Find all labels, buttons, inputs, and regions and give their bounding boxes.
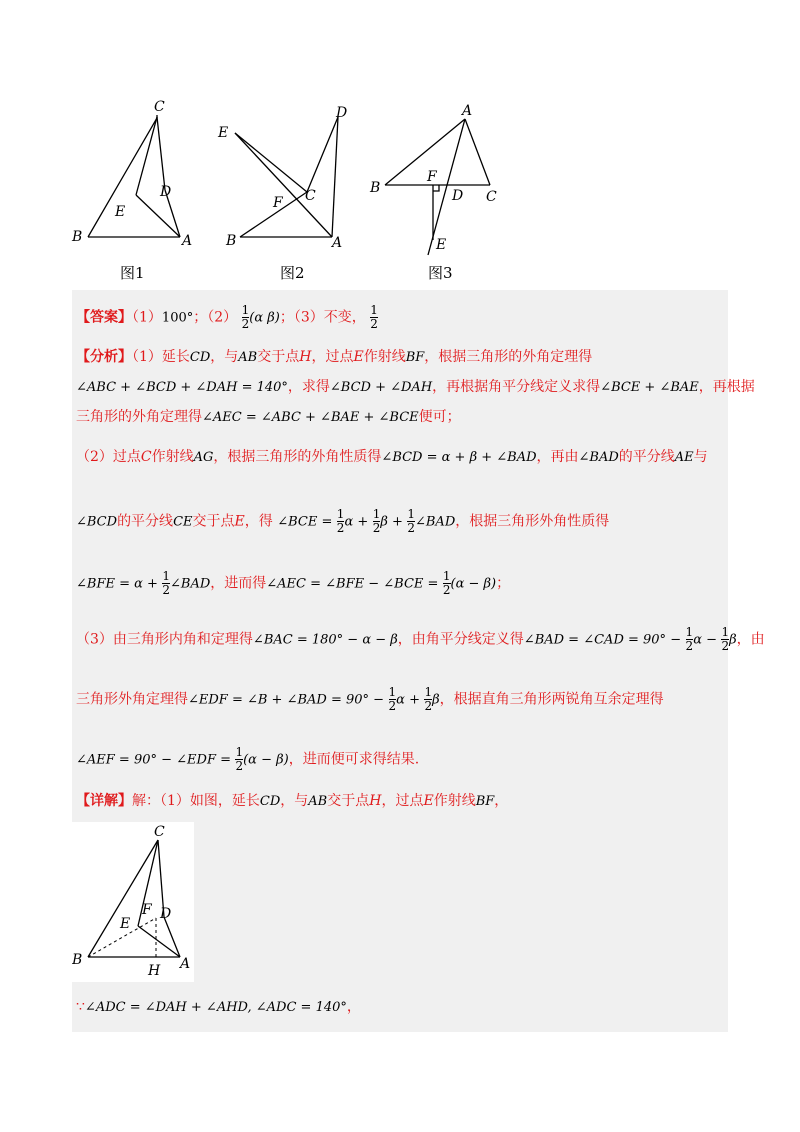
fig3-label-B: B: [370, 180, 381, 196]
detail-figure: [72, 822, 194, 982]
detail-tag: 【详解】: [76, 793, 132, 809]
answer-value3-fraction: $\frac{1}{2}$: [370, 303, 378, 331]
analysis-line-1: 【分析】（1）延长CD，与AB交于点H，过点E作射线BF，根据三角形的外角定理得: [76, 349, 593, 365]
analysis-line-8: 三角形外角定理得∠EDF = ∠B + ∠BAD = 90° − $\frac{1}{2}$ α + $\frac{1}{2}$ β，根据直角三角形两锐角互余定理得: [76, 685, 664, 713]
answer-half-fraction: $\frac{1}{2}$: [241, 303, 250, 331]
fig1-label-B: B: [72, 229, 83, 245]
analysis-line-4: （2）过点C作射线AG，根据三角形的外角性质得∠BCD = α + β + ∠BAD，再由∠BAD的平分线AE与: [76, 449, 708, 465]
detail-label-B: B: [72, 952, 83, 968]
fig2-label-A: A: [332, 235, 343, 251]
analysis-line-2: ∠ABC + ∠BCD + ∠DAH = 140°，求得∠BCD + ∠DAH，再根据角平分线定义求得∠BCE + ∠BAE，再根据: [76, 379, 755, 395]
answer-sep2: ；: [279, 309, 294, 326]
answer-part1: （1）: [132, 309, 162, 326]
fig2-label-B: B: [226, 233, 237, 249]
answer-value2: (α β): [249, 310, 280, 326]
detail-label-A: A: [180, 956, 191, 972]
fig3-label-C: C: [486, 189, 497, 205]
detail-label-D: D: [160, 906, 172, 922]
detail-label-C: C: [154, 824, 165, 840]
figure-3: [385, 119, 490, 255]
detail-line-1: 【详解】解：（1）如图，延长CD，与AB交于点H，过点E作射线BF，: [76, 793, 509, 809]
answer-tag: 【答案】: [76, 309, 132, 326]
analysis-line-6: ∠BFE = α + $\frac{1}{2}$ ∠BAD，进而得∠AEC = ∠BFE − ∠BCE = $\frac{1}{2}$ (α − β)；: [76, 569, 511, 597]
fig1-label-C: C: [154, 99, 165, 115]
answer-value1: 100°: [161, 310, 194, 326]
fig1-caption: 图1: [120, 264, 145, 282]
top-figures: [60, 95, 520, 285]
analysis-tag: 【分析】: [76, 349, 132, 365]
fig1-label-E: E: [115, 204, 126, 220]
fig3-label-A: A: [462, 103, 473, 119]
fig3-label-E: E: [436, 237, 447, 253]
detail-label-F: F: [142, 902, 152, 918]
analysis-line-7: （3）由三角形内角和定理得∠BAC = 180° − α − β，由角平分线定义得∠BAD = ∠CAD = 90° − $\frac{1}{2}$ α − $\frac{1}{2}$ β，由: [76, 625, 765, 653]
fig2-label-C: C: [305, 188, 316, 204]
fig1-label-A: A: [182, 233, 193, 249]
because-symbol: ∵: [76, 999, 85, 1015]
answer-line: [76, 304, 378, 331]
fig3-label-D: D: [452, 188, 464, 204]
detail-label-E: E: [120, 916, 131, 932]
fig2-label-E: E: [218, 125, 229, 141]
analysis-line-3: 三角形的外角定理得∠AEC = ∠ABC + ∠BAE + ∠BCE便可；: [76, 409, 461, 425]
answer-sep1: ；: [193, 309, 208, 326]
fig3-label-F: F: [427, 169, 437, 185]
figure-2: [235, 117, 338, 237]
detail-line-2: ∵∠ADC = ∠DAH + ∠AHD, ∠ADC = 140°，: [76, 999, 361, 1015]
fig2-label-D: D: [336, 105, 348, 121]
detail-label-H: H: [148, 963, 161, 979]
fig2-label-F: F: [273, 195, 283, 211]
fig3-caption: 图3: [428, 264, 453, 282]
figure-1: [88, 115, 180, 237]
analysis-line-9: ∠AEF = 90° − ∠EDF = $\frac{1}{2}$ (α − β)，进而便可求得结果.: [76, 745, 420, 773]
answer-part3: （3）不变，: [293, 309, 366, 326]
analysis-line-5: ∠BCD的平分线CE交于点E，得 ∠BCE = $\frac{1}{2}$ α + $\frac{1}{2}$ β + $\frac{1}{2}$ ∠BAD，根据三角形外角性质得: [76, 507, 610, 535]
answer-part2: （2）: [207, 309, 238, 326]
fig2-caption: 图2: [280, 264, 305, 282]
fig1-label-D: D: [160, 184, 172, 200]
